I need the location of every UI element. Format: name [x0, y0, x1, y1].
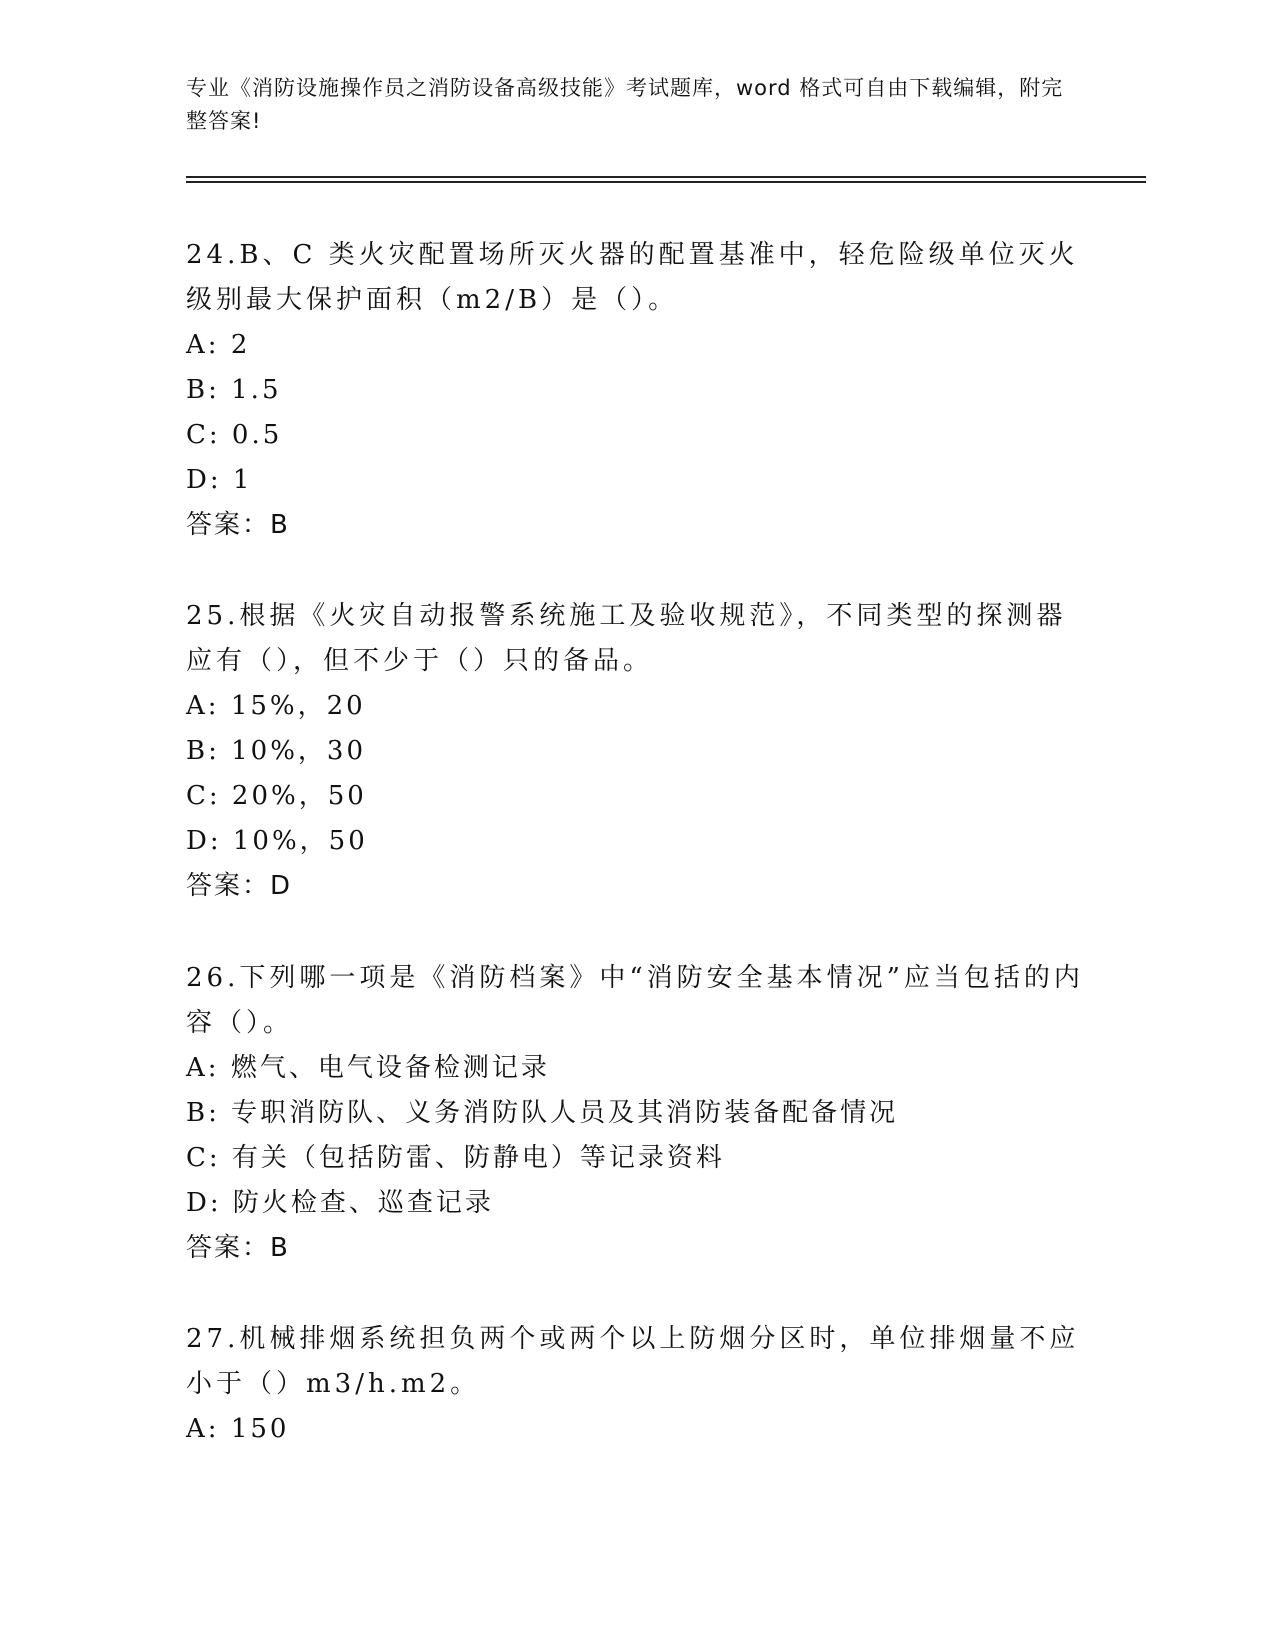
option-text: 150: [230, 1414, 290, 1444]
option-text: 防火检查、巡查记录: [232, 1188, 494, 1218]
option-text: 15%，20: [230, 691, 366, 721]
option-text: 0.5: [231, 420, 283, 450]
option-a: [186, 684, 1086, 729]
answer-line: 答案：B: [186, 1233, 290, 1263]
option-key: A:: [186, 691, 220, 721]
question-25: [186, 594, 1086, 909]
option-a: [186, 1407, 1086, 1452]
answer-line: 答案：B: [186, 510, 290, 540]
option-c: [186, 1136, 1086, 1181]
question-stem: 25.根据《火灾自动报警系统施工及验收规范》，不同类型的探测器应有（），但不少于（）只的备品。: [186, 601, 1067, 676]
option-text: 1.5: [231, 375, 282, 405]
option-c: [186, 774, 1086, 819]
option-b: [186, 1091, 1086, 1136]
option-d: [186, 1181, 1086, 1226]
option-a: [186, 323, 1086, 368]
option-d: [186, 819, 1086, 864]
question-24: [186, 233, 1086, 548]
option-b: [186, 729, 1086, 774]
option-c: [186, 413, 1086, 458]
option-key: D:: [186, 1188, 222, 1218]
option-text: 10%，50: [232, 826, 368, 856]
question-27: [186, 1317, 1086, 1452]
option-key: A:: [186, 1053, 220, 1083]
option-key: D:: [186, 826, 222, 856]
document-header: 专业《消防设施操作员之消防设备高级技能》考试题库，word 格式可自由下载编辑，附完整答案!: [186, 76, 1064, 133]
option-key: C:: [186, 781, 221, 811]
option-key: A:: [186, 330, 220, 360]
option-text: 1: [232, 465, 253, 495]
option-key: C:: [186, 420, 221, 450]
option-b: [186, 368, 1086, 413]
question-stem: 27.机械排烟系统担负两个或两个以上防烟分区时，单位排烟量不应小于（）m3/h.m2。: [186, 1324, 1080, 1399]
option-text: 专职消防队、义务消防队人员及其消防装备配备情况: [231, 1098, 899, 1128]
option-text: 20%，50: [231, 781, 367, 811]
header-divider-bottom: [186, 181, 1146, 183]
header-divider-top: [186, 176, 1146, 178]
option-text: 10%，30: [231, 736, 367, 766]
option-text: 有关（包括防雷、防静电）等记录资料: [231, 1143, 725, 1173]
option-key: C:: [186, 1143, 221, 1173]
question-stem: 26.下列哪一项是《消防档案》中“消防安全基本情况”应当包括的内容（）。: [186, 963, 1084, 1038]
option-key: B:: [186, 1098, 220, 1128]
option-key: B:: [186, 375, 220, 405]
answer-line: 答案：D: [186, 871, 293, 901]
option-key: A:: [186, 1414, 220, 1444]
question-26: [186, 956, 1086, 1271]
option-text: 燃气、电气设备检测记录: [230, 1053, 550, 1083]
option-key: B:: [186, 736, 220, 766]
option-a: [186, 1046, 1086, 1091]
option-key: D:: [186, 465, 222, 495]
option-d: [186, 458, 1086, 503]
option-text: 2: [230, 330, 251, 360]
question-stem: 24.B、C 类火灾配置场所灭火器的配置基准中，轻危险级单位灭火级别最大保护面积（m2/B）是（）。: [186, 240, 1079, 315]
